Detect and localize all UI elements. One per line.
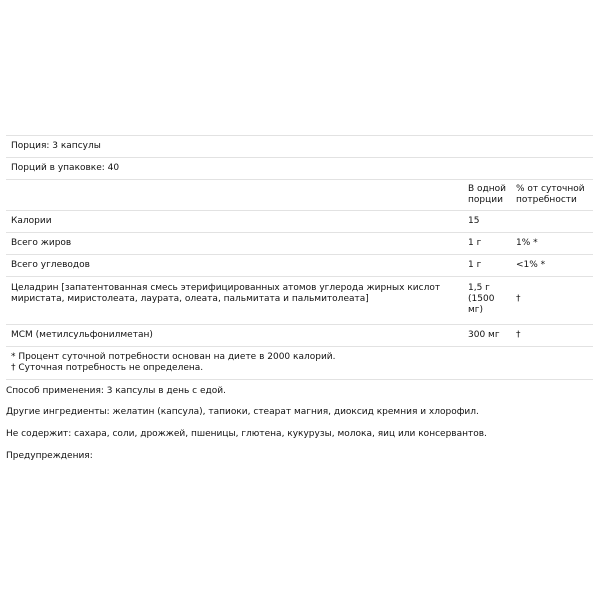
footnotes	[11, 352, 336, 374]
warnings-heading: Предупреждения:	[6, 451, 93, 461]
nutrient-name	[11, 283, 440, 305]
supplement-facts-table	[6, 135, 593, 380]
daily-value-footnote: * Процент суточной потребности основан на диете в 2000 калорий.	[11, 352, 336, 362]
servings-per-container-row	[6, 158, 593, 180]
nutrient-name-line1: Целадрин [запатентованная смесь этерифицированных атомов углерода жирных кислот	[11, 283, 441, 293]
nutrient-daily-value: †	[516, 330, 521, 340]
usage-text: Способ применения: 3 капсулы в день с едой.	[6, 386, 226, 396]
amount-header	[468, 184, 516, 206]
amount-header-line2: порции	[468, 195, 503, 205]
column-header-row	[6, 180, 593, 211]
dagger-footnote: † Суточная потребность не определена.	[11, 363, 204, 373]
footnotes-row	[6, 347, 593, 380]
serving-size-row	[6, 136, 593, 158]
nutrient-name: Всего жиров	[11, 238, 72, 248]
nutrient-amount	[468, 283, 516, 316]
nutrient-row-msm	[6, 325, 593, 347]
nutrient-name: МСМ (метилсульфонилметан)	[11, 330, 153, 340]
nutrient-name: Всего углеводов	[11, 260, 90, 270]
nutrient-name: Калории	[11, 216, 52, 226]
nutrient-amount: 300 мг	[468, 330, 500, 340]
other-ingredients-text: Другие ингредиенты: желатин (капсула), тапиоки, стеарат магния, диоксид кремния и хлорофил.	[6, 407, 479, 417]
nutrient-row-calories	[6, 211, 593, 233]
nutrient-amount: 1 г	[468, 238, 482, 248]
serving-size: Порция: 3 капсулы	[11, 141, 101, 151]
daily-value-header-line1: % от суточной	[516, 184, 585, 194]
nutrient-daily-value: †	[516, 294, 521, 304]
nutrient-name-line2: миристата, миристолеата, лаурата, олеата, пальмитата и пальмитолеата]	[11, 294, 369, 304]
servings-per-container: Порций в упаковке: 40	[11, 163, 120, 173]
free-of-text: Не содержит: сахара, соли, дрожжей, пшеницы, глютена, кукурузы, молока, яиц или консервантов.	[6, 429, 487, 439]
daily-value-header-line2: потребности	[516, 195, 577, 205]
amount-header-line1: В одной	[468, 184, 507, 194]
nutrient-daily-value: 1% *	[516, 238, 538, 248]
nutrient-amount-line3: мг)	[468, 305, 484, 315]
nutrient-row-total-fat	[6, 233, 593, 255]
nutrient-amount: 1 г	[468, 260, 482, 270]
nutrient-daily-value: <1% *	[516, 260, 546, 270]
nutrient-row-celadrin	[6, 277, 593, 325]
daily-value-header	[516, 184, 592, 206]
nutrient-amount: 15	[468, 216, 480, 226]
nutrient-amount-line2: (1500	[468, 294, 495, 304]
nutrient-row-total-carbs	[6, 255, 593, 277]
nutrient-amount-line1: 1,5 г	[468, 283, 490, 293]
